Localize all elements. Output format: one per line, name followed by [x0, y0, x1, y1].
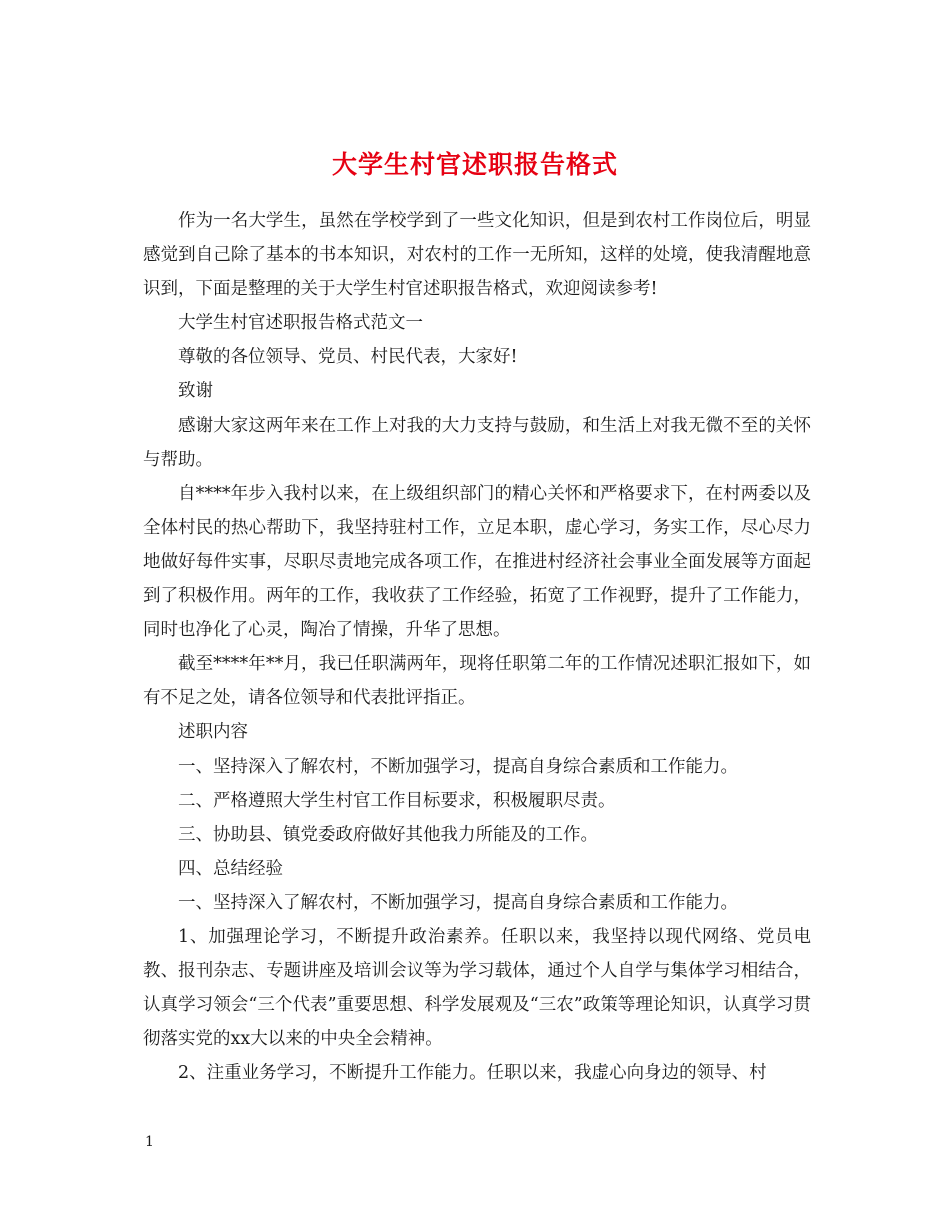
salutation: 尊敬的各位领导、党员、村民代表，大家好!: [178, 347, 518, 368]
paragraph-business-study: 2、注重业务学习，不断提升工作能力。任职以来，我虚心向身边的领导、村: [178, 1063, 767, 1084]
page-number: 1: [145, 1134, 154, 1150]
paragraph-intro: 作为一名大学生，虽然在学校学到了一些文化知识，但是到农村工作岗位后，明显感觉到自己除了基本的书本知识，对农村的工作一无所知，这样的处境，使我清醒地意识到，下面是整理的关于大学生村官述职报告格式，欢迎阅读参考!: [143, 211, 811, 300]
paragraph-background: 自****年步入我村以来，在上级组织部门的精心关怀和严格要求下，在村两委以及全体村民的热心帮助下，我坚持驻村工作，立足本职，虚心学习，务实工作，尽心尽力地做好每件实事，尽职尽责地完成各项工作，在推进村经济社会事业全面发展等方面起到了积极作用。两年的工作，我收获了工作经验，拓宽了工作视野，提升了工作能力，同时也净化了心灵，陶冶了情操，升华了思想。: [143, 483, 811, 641]
document-title: 大学生村官述职报告格式: [331, 149, 618, 179]
list-item-outline-1: 一、坚持深入了解农村，不断加强学习，提高自身综合素质和工作能力。: [178, 756, 738, 777]
paragraph-theory-study: 1、加强理论学习，不断提升政治素养。任职以来，我坚持以现代网络、党员电教、报刊杂志、专题讲座及培训会议等为学习载体，通过个人自学与集体学习相结合，认真学习领会“三个代表”重要思想、科学发展观及“三农”政策等理论知识，认真学习贯彻落实党的xx大以来的中央全会精神。: [143, 926, 811, 1050]
section-heading-sample-one: 大学生村官述职报告格式范文一: [178, 313, 423, 334]
paragraph-thanks: 感谢大家这两年来在工作上对我的大力支持与鼓励，和生活上对我无微不至的关怀与帮助。: [143, 415, 811, 470]
section-heading-part-one: 一、坚持深入了解农村，不断加强学习，提高自身综合素质和工作能力。: [178, 892, 738, 913]
document-body: [143, 204, 811, 1090]
section-heading-content: 述职内容: [178, 722, 248, 743]
section-heading-thanks: 致谢: [178, 381, 213, 402]
paragraph-report-intro: 截至****年**月，我已任职满两年，现将任职第二年的工作情况述职汇报如下，如有不足之处，请各位领导和代表批评指正。: [143, 654, 811, 709]
list-item-outline-2: 二、严格遵照大学生村官工作目标要求，积极履职尽责。: [178, 790, 616, 811]
list-item-outline-4: 四、总结经验: [178, 858, 283, 879]
list-item-outline-3: 三、协助县、镇党委政府做好其他我力所能及的工作。: [178, 824, 598, 845]
